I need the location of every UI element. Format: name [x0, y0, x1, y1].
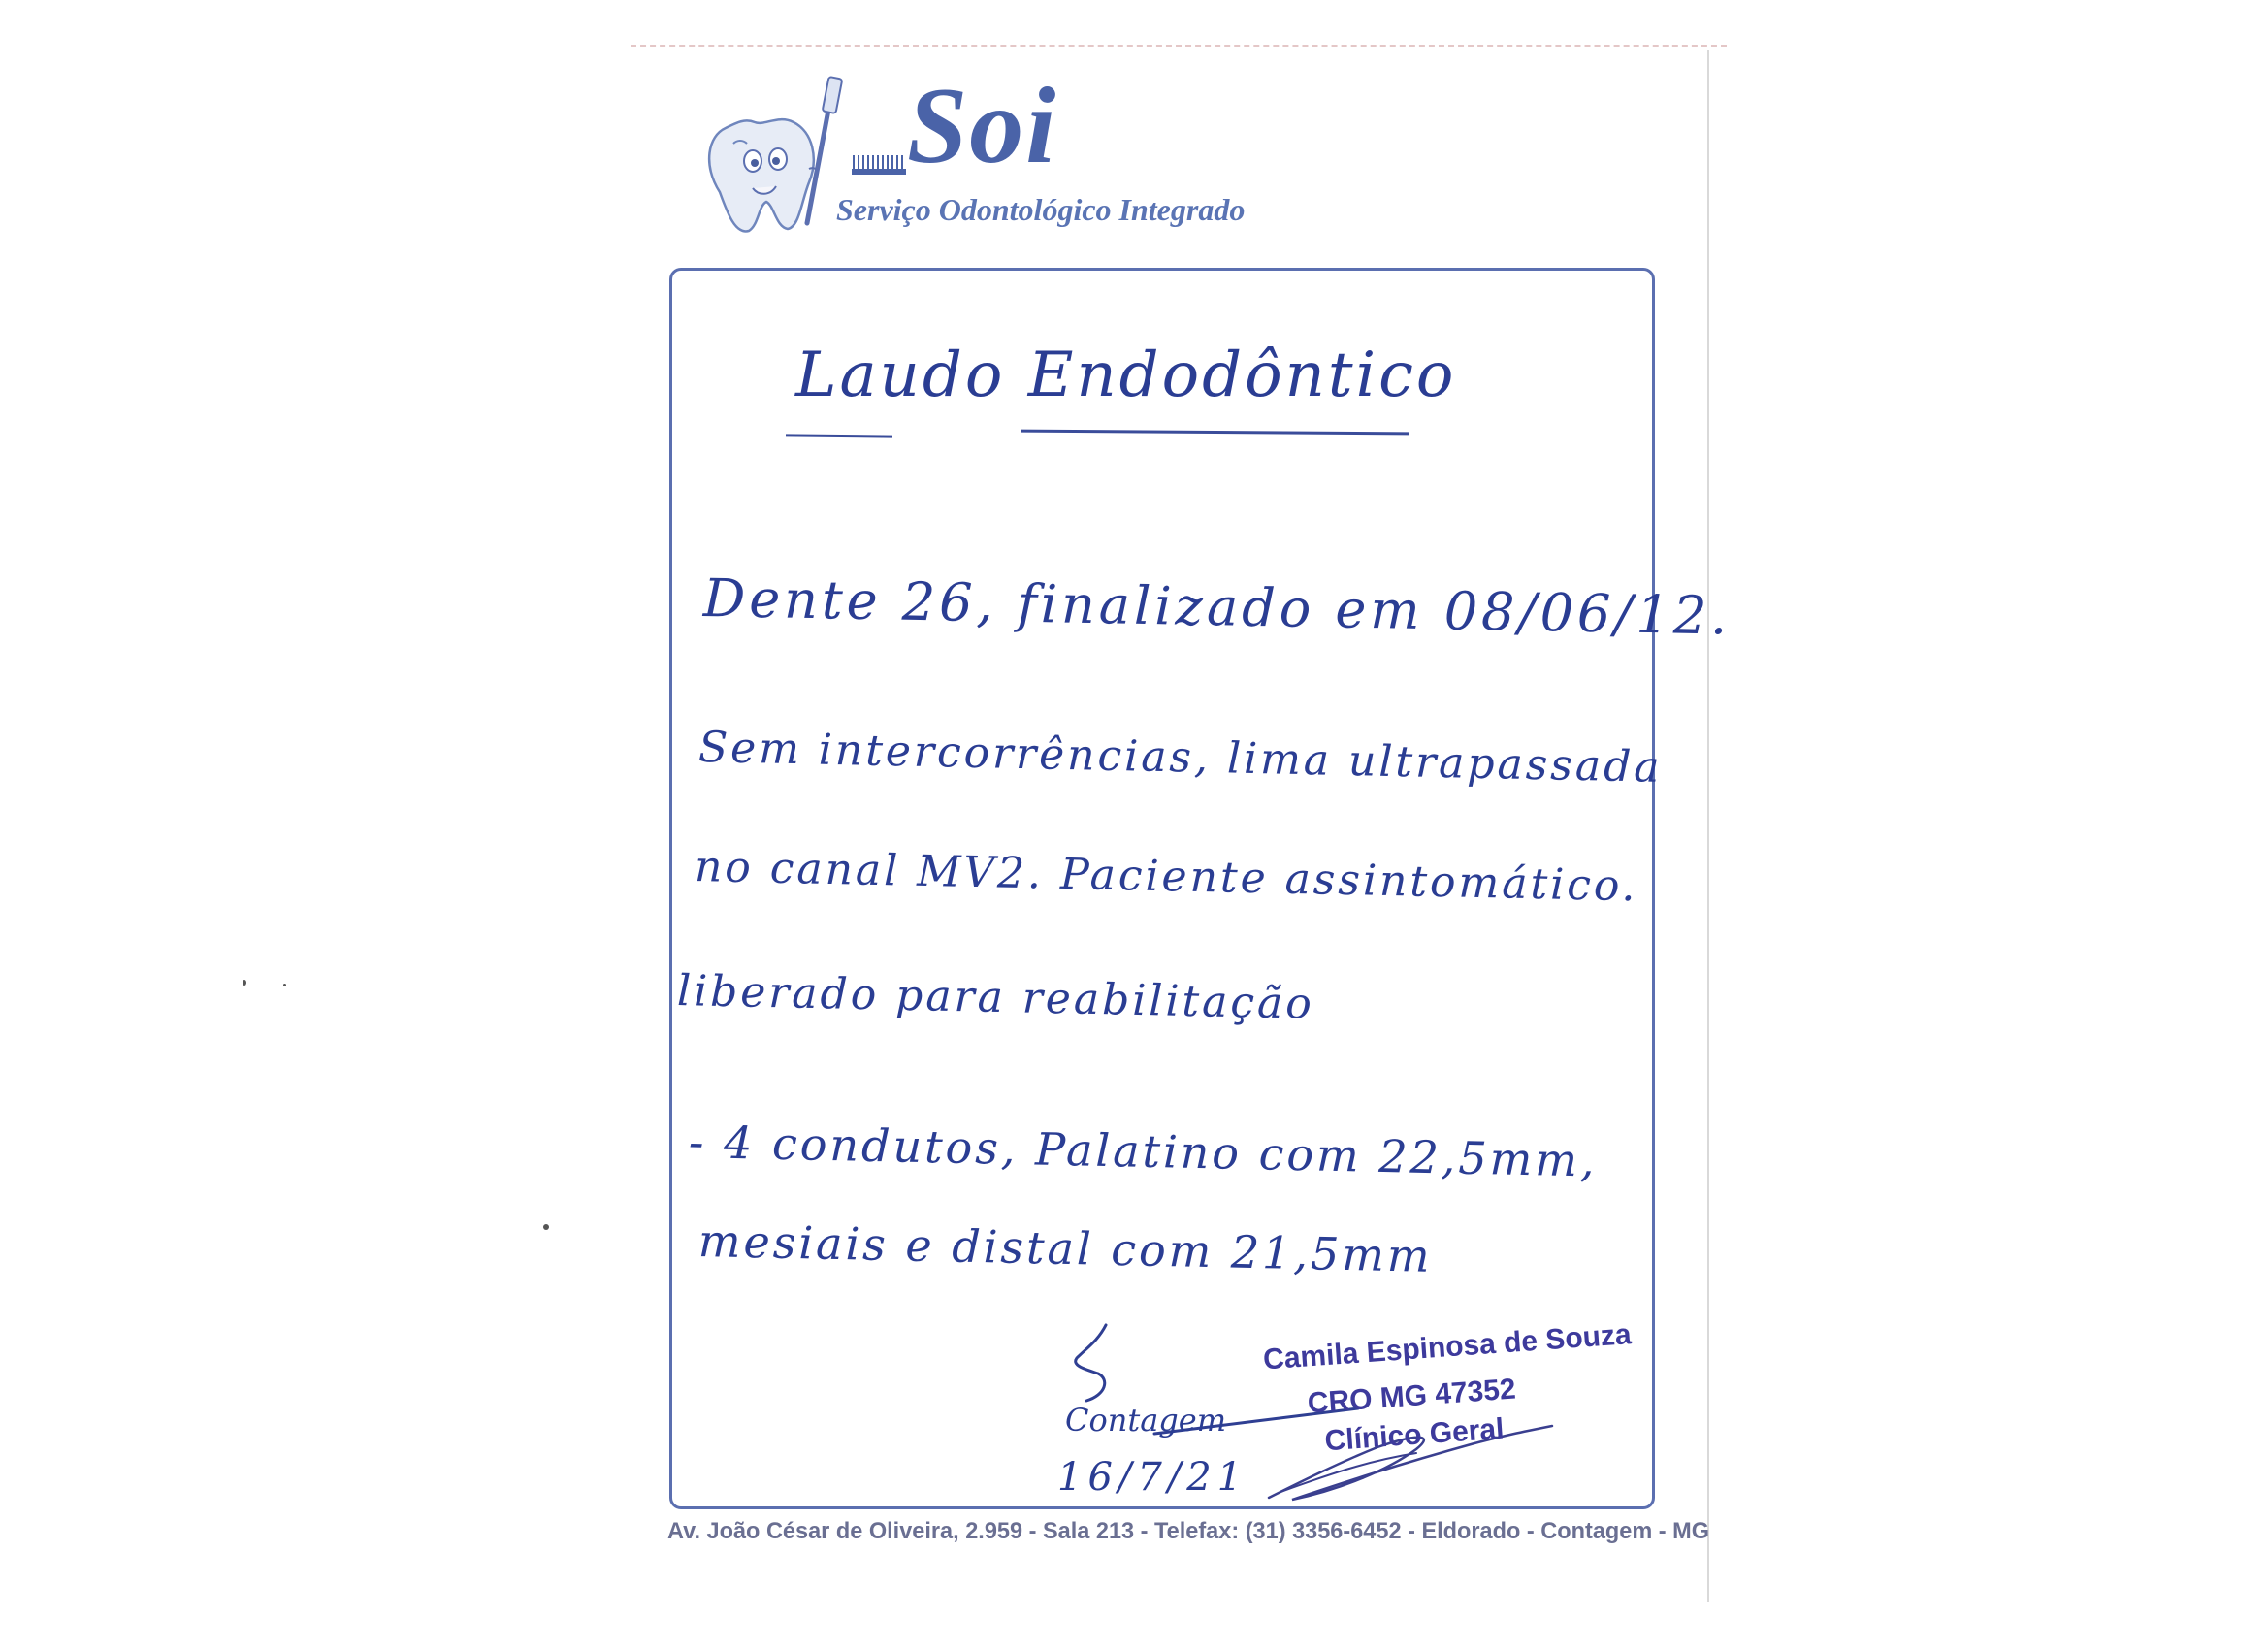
- clinic-logo: [698, 68, 1358, 242]
- scan-speck: [543, 1224, 549, 1230]
- logo-stripes-icon: [852, 153, 906, 175]
- brand-full-name: Serviço Odontológico Integrado: [836, 192, 1246, 227]
- report-title: Laudo Endodôntico: [795, 340, 1457, 411]
- observation-line: Sem intercorrências, lima ultrapassada: [697, 723, 1664, 792]
- signature-place: Contagem: [1065, 1402, 1227, 1439]
- tooth-mascot-icon: [698, 68, 854, 242]
- stamp-cro: CRO MG 47352: [1306, 1373, 1517, 1420]
- scan-speck: [243, 980, 246, 986]
- stamp-name: Camila Espinosa de Souza: [1262, 1318, 1633, 1376]
- footer-address: Av. João César de Oliveira, 2.959 - Sala 213 - Telefax: (31) 3356-6452 - Eldorado - Contagem - MG: [667, 1518, 1710, 1544]
- signature-date: 16/7/21: [1057, 1455, 1248, 1500]
- measurement-line: mesiais e distal com 21,5mm: [697, 1214, 1434, 1282]
- professional-stamp: [1262, 1318, 1633, 1463]
- brand-name: Soi: [907, 66, 1058, 186]
- observation-line: liberado para reabilitação: [676, 966, 1315, 1029]
- tooth-status-line: Dente 26, finalizado em 08/06/12.: [702, 567, 1732, 647]
- scan-edge-right: [1707, 50, 1709, 1602]
- scan-edge-top: [631, 45, 1727, 47]
- observation-line: no canal MV2. Paciente assintomático.: [694, 842, 1639, 912]
- measurement-line: - 4 condutos, Palatino com 22,5mm,: [688, 1116, 1599, 1187]
- scan-speck: [283, 984, 286, 986]
- stamp-role: Clínico Geral: [1323, 1412, 1506, 1458]
